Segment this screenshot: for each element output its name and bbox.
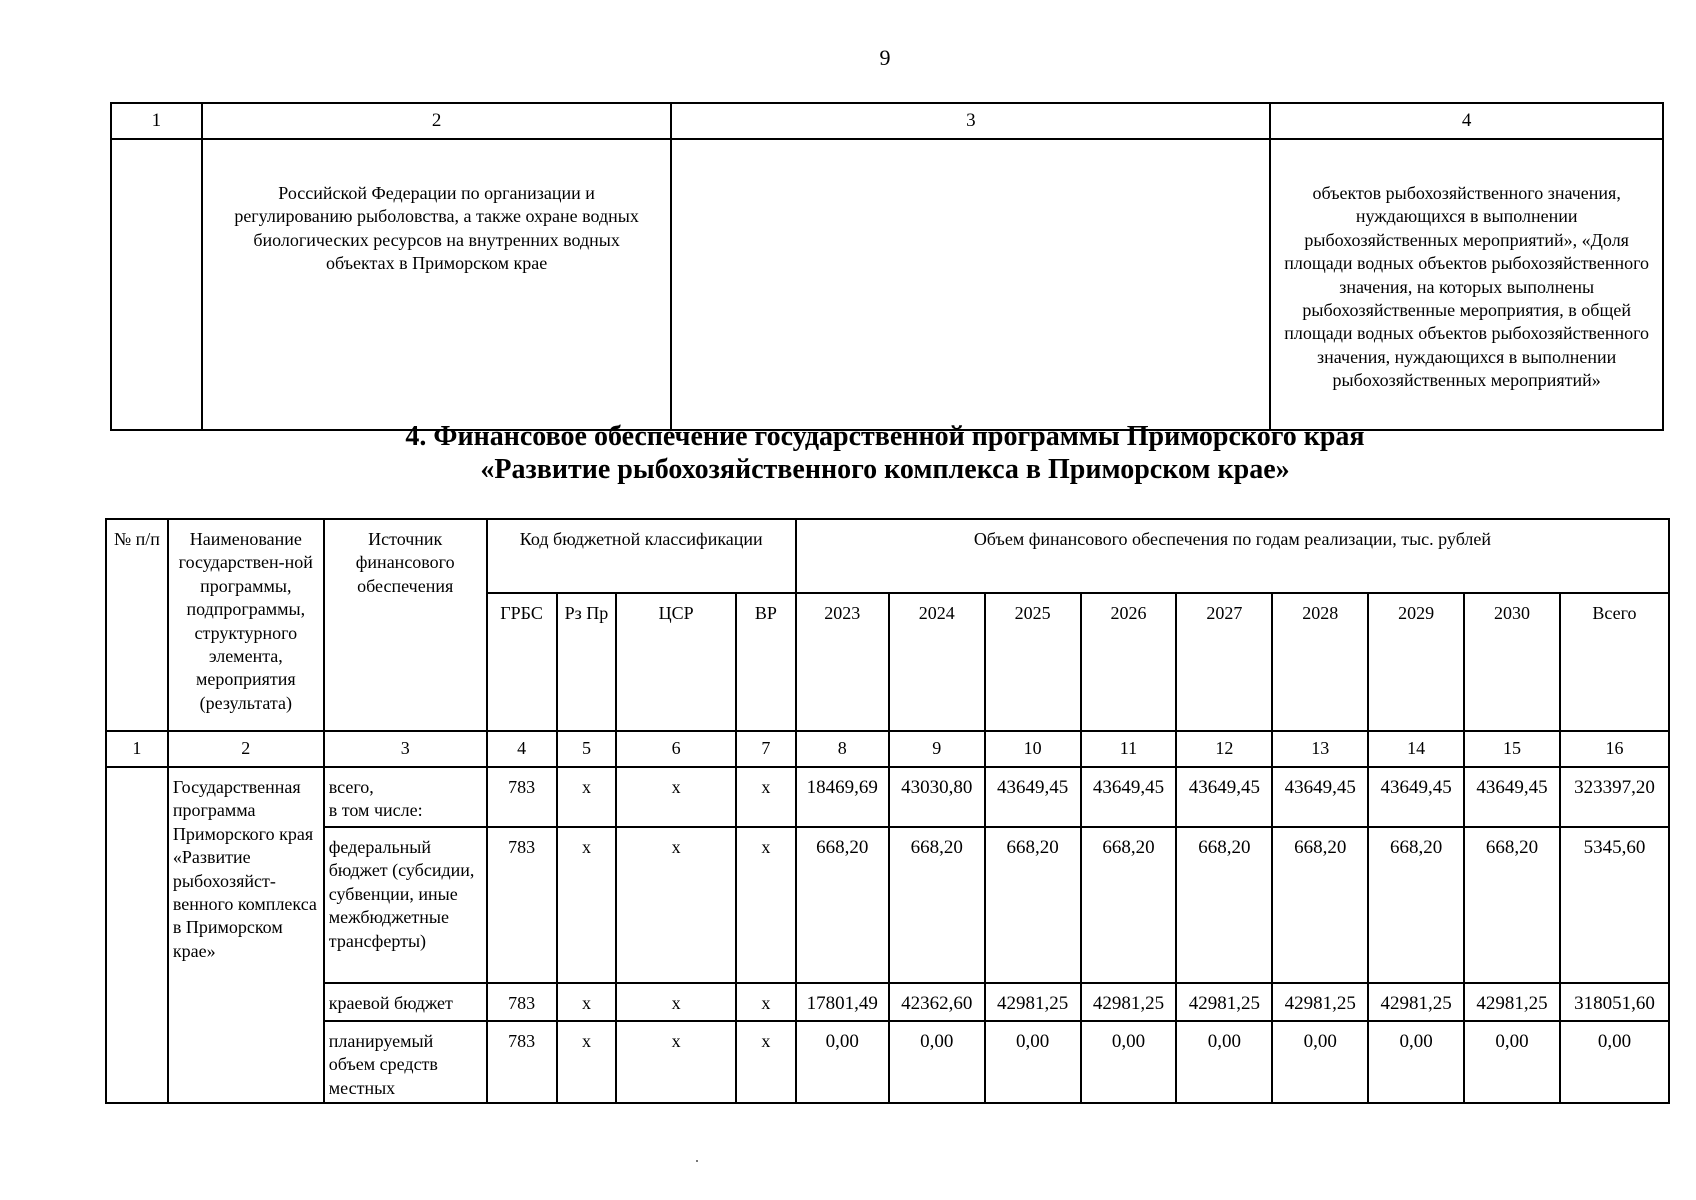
header-name: Наименование государствен-ной программы, подпрограммы, структурного элемента, мероприятия (результата) [168,519,324,731]
source-cell: планируемый объем средств местных [324,1021,487,1103]
header-csr: ЦСР [616,593,736,731]
value-cell: 42362,60 [889,983,985,1021]
header-cell: 4 [1270,103,1663,139]
value-cell: 0,00 [1176,1021,1272,1103]
section-title-line-1: 4. Финансовое обеспечение государственной программы Приморского края [405,421,1365,452]
column-number: 10 [985,731,1081,767]
value-cell: 42981,25 [1368,983,1464,1021]
value-cell: 43030,80 [889,767,985,827]
value-cell: 0,00 [1464,1021,1560,1103]
description-cell: Российской Федерации по организации и регулированию рыболовства, а также охране водных биологических ресурсов на внутренних водных объектах в Приморском крае [202,139,671,430]
header-cell: 1 [111,103,202,139]
value-cell: 43649,45 [1464,767,1560,827]
header-code-group: Код бюджетной классификации [487,519,796,593]
header-source: Источник финансового обеспечения [324,519,487,731]
grbs-cell: 783 [487,983,557,1021]
header-year: 2023 [796,593,889,731]
value-cell: 668,20 [1176,827,1272,983]
section-title-line-2: «Развитие рыбохозяйственного комплекса в Приморском крае» [480,454,1290,485]
column-number: 3 [324,731,487,767]
value-cell: 18469,69 [796,767,889,827]
csr-cell: х [616,983,736,1021]
header-year: 2030 [1464,593,1560,731]
section-title [110,420,1660,486]
column-number: 6 [616,731,736,767]
vr-cell: х [736,1021,796,1103]
source-line: всего, [328,777,374,797]
value-cell: 668,20 [889,827,985,983]
column-number: 13 [1272,731,1368,767]
row-number-cell [106,767,168,1103]
program-name-cell: Государственная программа Приморского края «Развитие рыбохозяйст-венного комплекса в Приморском крае» [168,767,324,1103]
total-cell: 0,00 [1560,1021,1669,1103]
header-year: 2027 [1176,593,1272,731]
value-cell: 0,00 [889,1021,985,1103]
value-cell: 668,20 [1272,827,1368,983]
value-cell: 668,20 [1368,827,1464,983]
total-cell: 318051,60 [1560,983,1669,1021]
total-cell: 323397,20 [1560,767,1669,827]
column-number: 7 [736,731,796,767]
value-cell: 43649,45 [1176,767,1272,827]
grbs-cell: 783 [487,827,557,983]
table-row [106,1021,1669,1103]
finance-table [105,518,1670,1104]
value-cell: 43649,45 [1272,767,1368,827]
value-cell: 42981,25 [1176,983,1272,1021]
value-cell: 42981,25 [1272,983,1368,1021]
table-row [106,767,1669,827]
value-cell: 43649,45 [1368,767,1464,827]
rzpr-cell: х [557,1021,617,1103]
rzpr-cell: х [557,983,617,1021]
scan-speck [696,1160,698,1162]
header-grbs: ГРБС [487,593,557,731]
total-cell: 5345,60 [1560,827,1669,983]
column-number: 2 [168,731,324,767]
header-volume-group: Объем финансового обеспечения по годам реализации, тыс. рублей [796,519,1669,593]
column-number: 15 [1464,731,1560,767]
source-cell: федеральный бюджет (субсидии, субвенции, иные межбюджетные трансферты) [324,827,487,983]
column-number: 14 [1368,731,1464,767]
csr-cell: х [616,827,736,983]
value-cell: 42981,25 [1081,983,1177,1021]
indicator-cell: объектов рыбохозяйственного значения, нуждающихся в выполнении рыбохозяйственных мероприятий», «Доля площади водных объектов рыбохозяйственного значения, на которых выполнены рыбохозяйственные мероприятия, в общей площади водных объектов рыбохозяйственного значения, нуждающихся в выполнении рыбохозяйственных мероприятий» [1270,139,1663,430]
value-cell: 0,00 [1272,1021,1368,1103]
header-vr: ВР [736,593,796,731]
value-cell: 42981,25 [1464,983,1560,1021]
rzpr-cell: х [557,827,617,983]
header-cell: 2 [202,103,671,139]
column-number: 4 [487,731,557,767]
grbs-cell: 783 [487,1021,557,1103]
header-rzpr: Рз Пр [557,593,617,731]
table-row [111,139,1663,430]
value-cell: 0,00 [1368,1021,1464,1103]
source-cell [324,767,487,827]
value-cell: 43649,45 [1081,767,1177,827]
value-cell: 43649,45 [985,767,1081,827]
vr-cell: х [736,767,796,827]
column-number: 12 [1176,731,1272,767]
row-number-cell [111,139,202,430]
vr-cell: х [736,827,796,983]
header-year: 2025 [985,593,1081,731]
column-number: 1 [106,731,168,767]
column-number: 11 [1081,731,1177,767]
vr-cell: х [736,983,796,1021]
continuation-table [110,102,1664,431]
grbs-cell: 783 [487,767,557,827]
page-number: 9 [879,45,891,70]
source-line: в том числе: [328,800,423,821]
continuation-header-row [111,103,1663,139]
value-cell: 0,00 [796,1021,889,1103]
value-cell: 668,20 [1081,827,1177,983]
header-year: 2028 [1272,593,1368,731]
value-cell: 668,20 [1464,827,1560,983]
value-cell: 668,20 [796,827,889,983]
column-number: 9 [889,731,985,767]
column-number: 16 [1560,731,1669,767]
header-total: Всего [1560,593,1669,731]
header-year: 2029 [1368,593,1464,731]
column-number: 5 [557,731,617,767]
table-row [106,983,1669,1021]
empty-cell [671,139,1270,430]
header-cell: 3 [671,103,1270,139]
csr-cell: х [616,1021,736,1103]
header-num: № п/п [106,519,168,731]
value-cell: 668,20 [985,827,1081,983]
value-cell: 0,00 [1081,1021,1177,1103]
csr-cell: х [616,767,736,827]
value-cell: 0,00 [985,1021,1081,1103]
value-cell: 17801,49 [796,983,889,1021]
source-cell: краевой бюджет [324,983,487,1021]
header-row [106,519,1669,593]
column-number-row [106,731,1669,767]
table-row [106,827,1669,983]
value-cell: 42981,25 [985,983,1081,1021]
rzpr-cell: х [557,767,617,827]
header-year: 2024 [889,593,985,731]
column-number: 8 [796,731,889,767]
header-year: 2026 [1081,593,1177,731]
